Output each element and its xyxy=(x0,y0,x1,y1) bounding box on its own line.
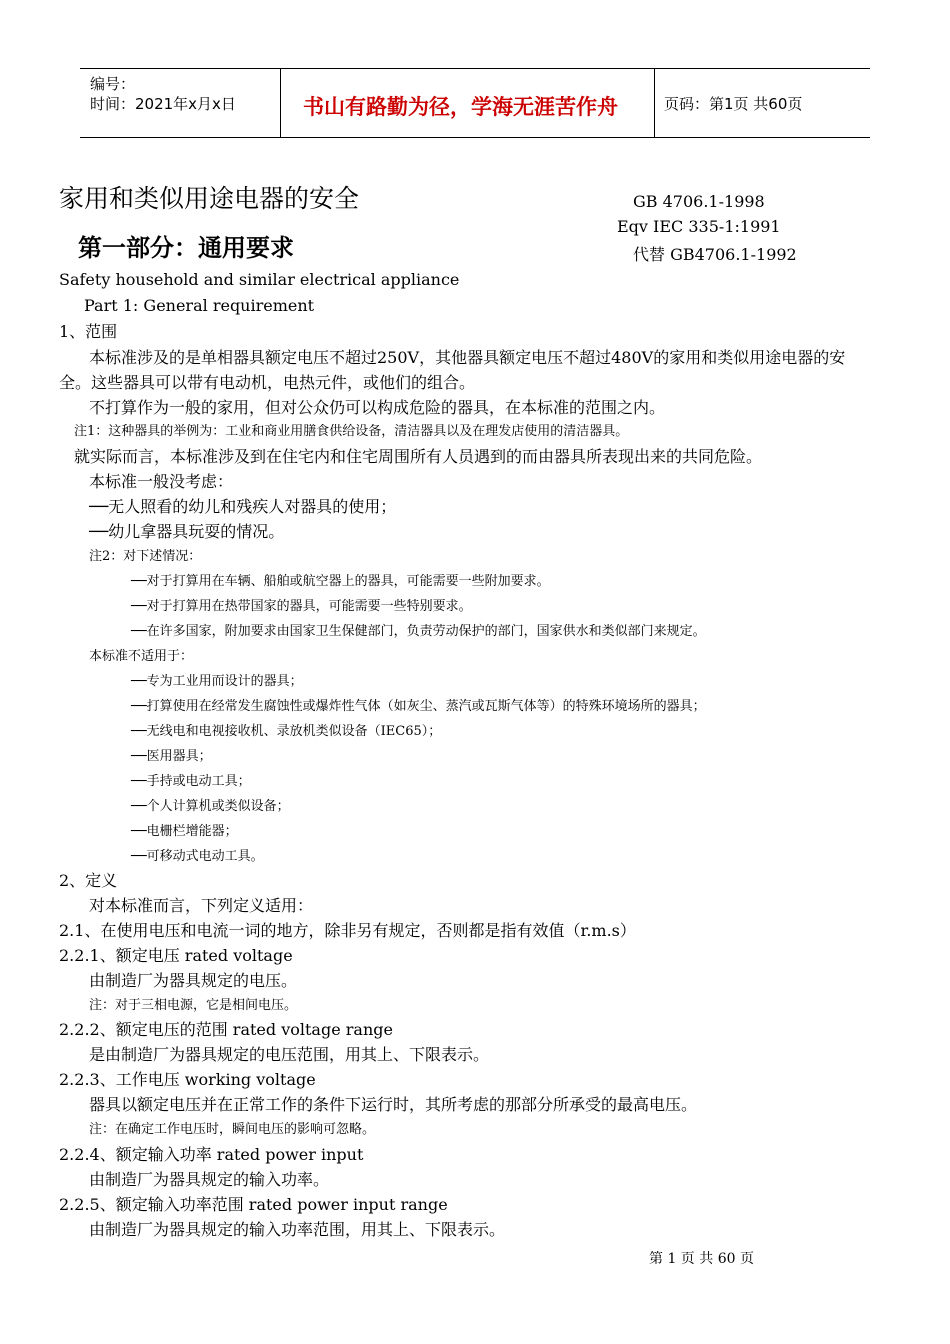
body-line: 本标准一般没考虑： xyxy=(89,472,234,491)
note-item: ──打算使用在经常发生腐蚀性或爆炸性气体（如灰尘、蒸汽或瓦斯气体等）的特殊环境场所的器具； xyxy=(131,699,706,714)
definition-heading: 2.2.5、额定输入功率范围 rated power input range xyxy=(59,1195,448,1214)
note-item: ──个人计算机或类似设备； xyxy=(131,799,290,814)
doc-title: 家用和类似用途电器的安全 xyxy=(59,184,360,213)
doc-subtitle: 第一部分：通用要求 xyxy=(78,234,294,262)
note-item: ──手持或电动工具； xyxy=(131,774,251,789)
note-item: ──在许多国家，附加要求由国家卫生保健部门，负责劳动保护的部门，国家供水和类似部门来规定。 xyxy=(131,624,706,639)
body-line: 就实际而言，本标准涉及到在住宅内和住宅周围所有人员遇到的而由器具所表现出来的共同危险。 xyxy=(74,447,763,466)
header-left-cell xyxy=(80,69,280,137)
note-item: ──无线电和电视接收机、录放机类似设备（IEC65）； xyxy=(131,724,442,739)
note-line: 注2：对下述情况： xyxy=(89,549,202,564)
body-line: 本标准涉及的是单相器具额定电压不超过250V，其他器具额定电压不超过480V的家用和类似用途电器的安 xyxy=(89,348,846,367)
number-label: 编号： xyxy=(90,75,136,93)
header-right-cell xyxy=(654,69,870,137)
body-line: 2.1、在使用电压和电流一词的地方，除非另有规定，否则都是指有效值（r.m.s） xyxy=(59,921,636,940)
list-item: ──幼儿拿器具玩耍的情况。 xyxy=(89,522,285,541)
page-header xyxy=(80,68,870,138)
english-title: Safety household and similar electrical appliance xyxy=(59,270,460,289)
body-line: 由制造厂为器具规定的输入功率。 xyxy=(89,1170,330,1189)
note-line: 注1：这种器具的举例为：工业和商业用膳食供给设备，清洁器具以及在理发店使用的清洁器具。 xyxy=(74,424,629,439)
std-code: 代替 GB4706.1-1992 xyxy=(633,245,797,264)
body-line: 由制造厂为器具规定的输入功率范围，用其上、下限表示。 xyxy=(89,1220,506,1239)
section-heading: 1、范围 xyxy=(59,322,118,341)
definition-heading: 2.2.4、额定输入功率 rated power input xyxy=(59,1145,364,1164)
std-code: GB 4706.1-1998 xyxy=(633,192,765,211)
body-line: 由制造厂为器具规定的电压。 xyxy=(89,971,298,990)
definition-heading: 2.2.2、额定电压的范围 rated voltage range xyxy=(59,1020,393,1039)
definition-heading: 2.2.1、额定电压 rated voltage xyxy=(59,946,293,965)
std-code: Eqv IEC 335-1:1991 xyxy=(617,217,781,236)
note-line: 注：对于三相电源，它是相间电压。 xyxy=(89,998,298,1013)
header-mid-cell xyxy=(280,69,655,137)
note-item: ──医用器具； xyxy=(131,749,212,764)
body-line: 不打算作为一般的家用，但对公众仍可以构成危险的器具，在本标准的范围之内。 xyxy=(89,398,666,417)
list-item: ──无人照看的幼儿和残疾人对器具的使用； xyxy=(89,497,397,516)
note-item: ──对于打算用在车辆、船舶或航空器上的器具，可能需要一些附加要求。 xyxy=(131,574,550,589)
body-line: 对本标准而言，下列定义适用： xyxy=(89,896,314,915)
note-line: 本标准不适用于： xyxy=(89,649,194,664)
definition-heading: 2.2.3、工作电压 working voltage xyxy=(59,1070,316,1089)
date-line: 时间：2021年x月x日 xyxy=(90,95,236,113)
note-line: 注：在确定工作电压时，瞬间电压的影响可忽略。 xyxy=(89,1122,376,1137)
note-item: ──对于打算用在热带国家的器具，可能需要一些特别要求。 xyxy=(131,599,472,614)
section-heading: 2、定义 xyxy=(59,871,118,890)
note-item: ──电栅栏增能器； xyxy=(131,824,238,839)
motto: 书山有路勤为径，学海无涯苦作舟 xyxy=(303,95,618,119)
english-part: Part 1: General requirement xyxy=(84,296,315,315)
page-info: 页码：第1页 共60页 xyxy=(664,95,803,113)
page-footer: 第 1 页 共 60 页 xyxy=(649,1251,754,1267)
body-line: 是由制造厂为器具规定的电压范围，用其上、下限表示。 xyxy=(89,1045,490,1064)
note-item: ──可移动式电动工具。 xyxy=(131,849,264,864)
body-line: 全。这些器具可以带有电动机，电热元件，或他们的组合。 xyxy=(59,373,476,392)
note-item: ──专为工业用而设计的器具； xyxy=(131,674,303,689)
body-line: 器具以额定电压并在正常工作的条件下运行时，其所考虑的那部分所承受的最高电压。 xyxy=(89,1095,698,1114)
